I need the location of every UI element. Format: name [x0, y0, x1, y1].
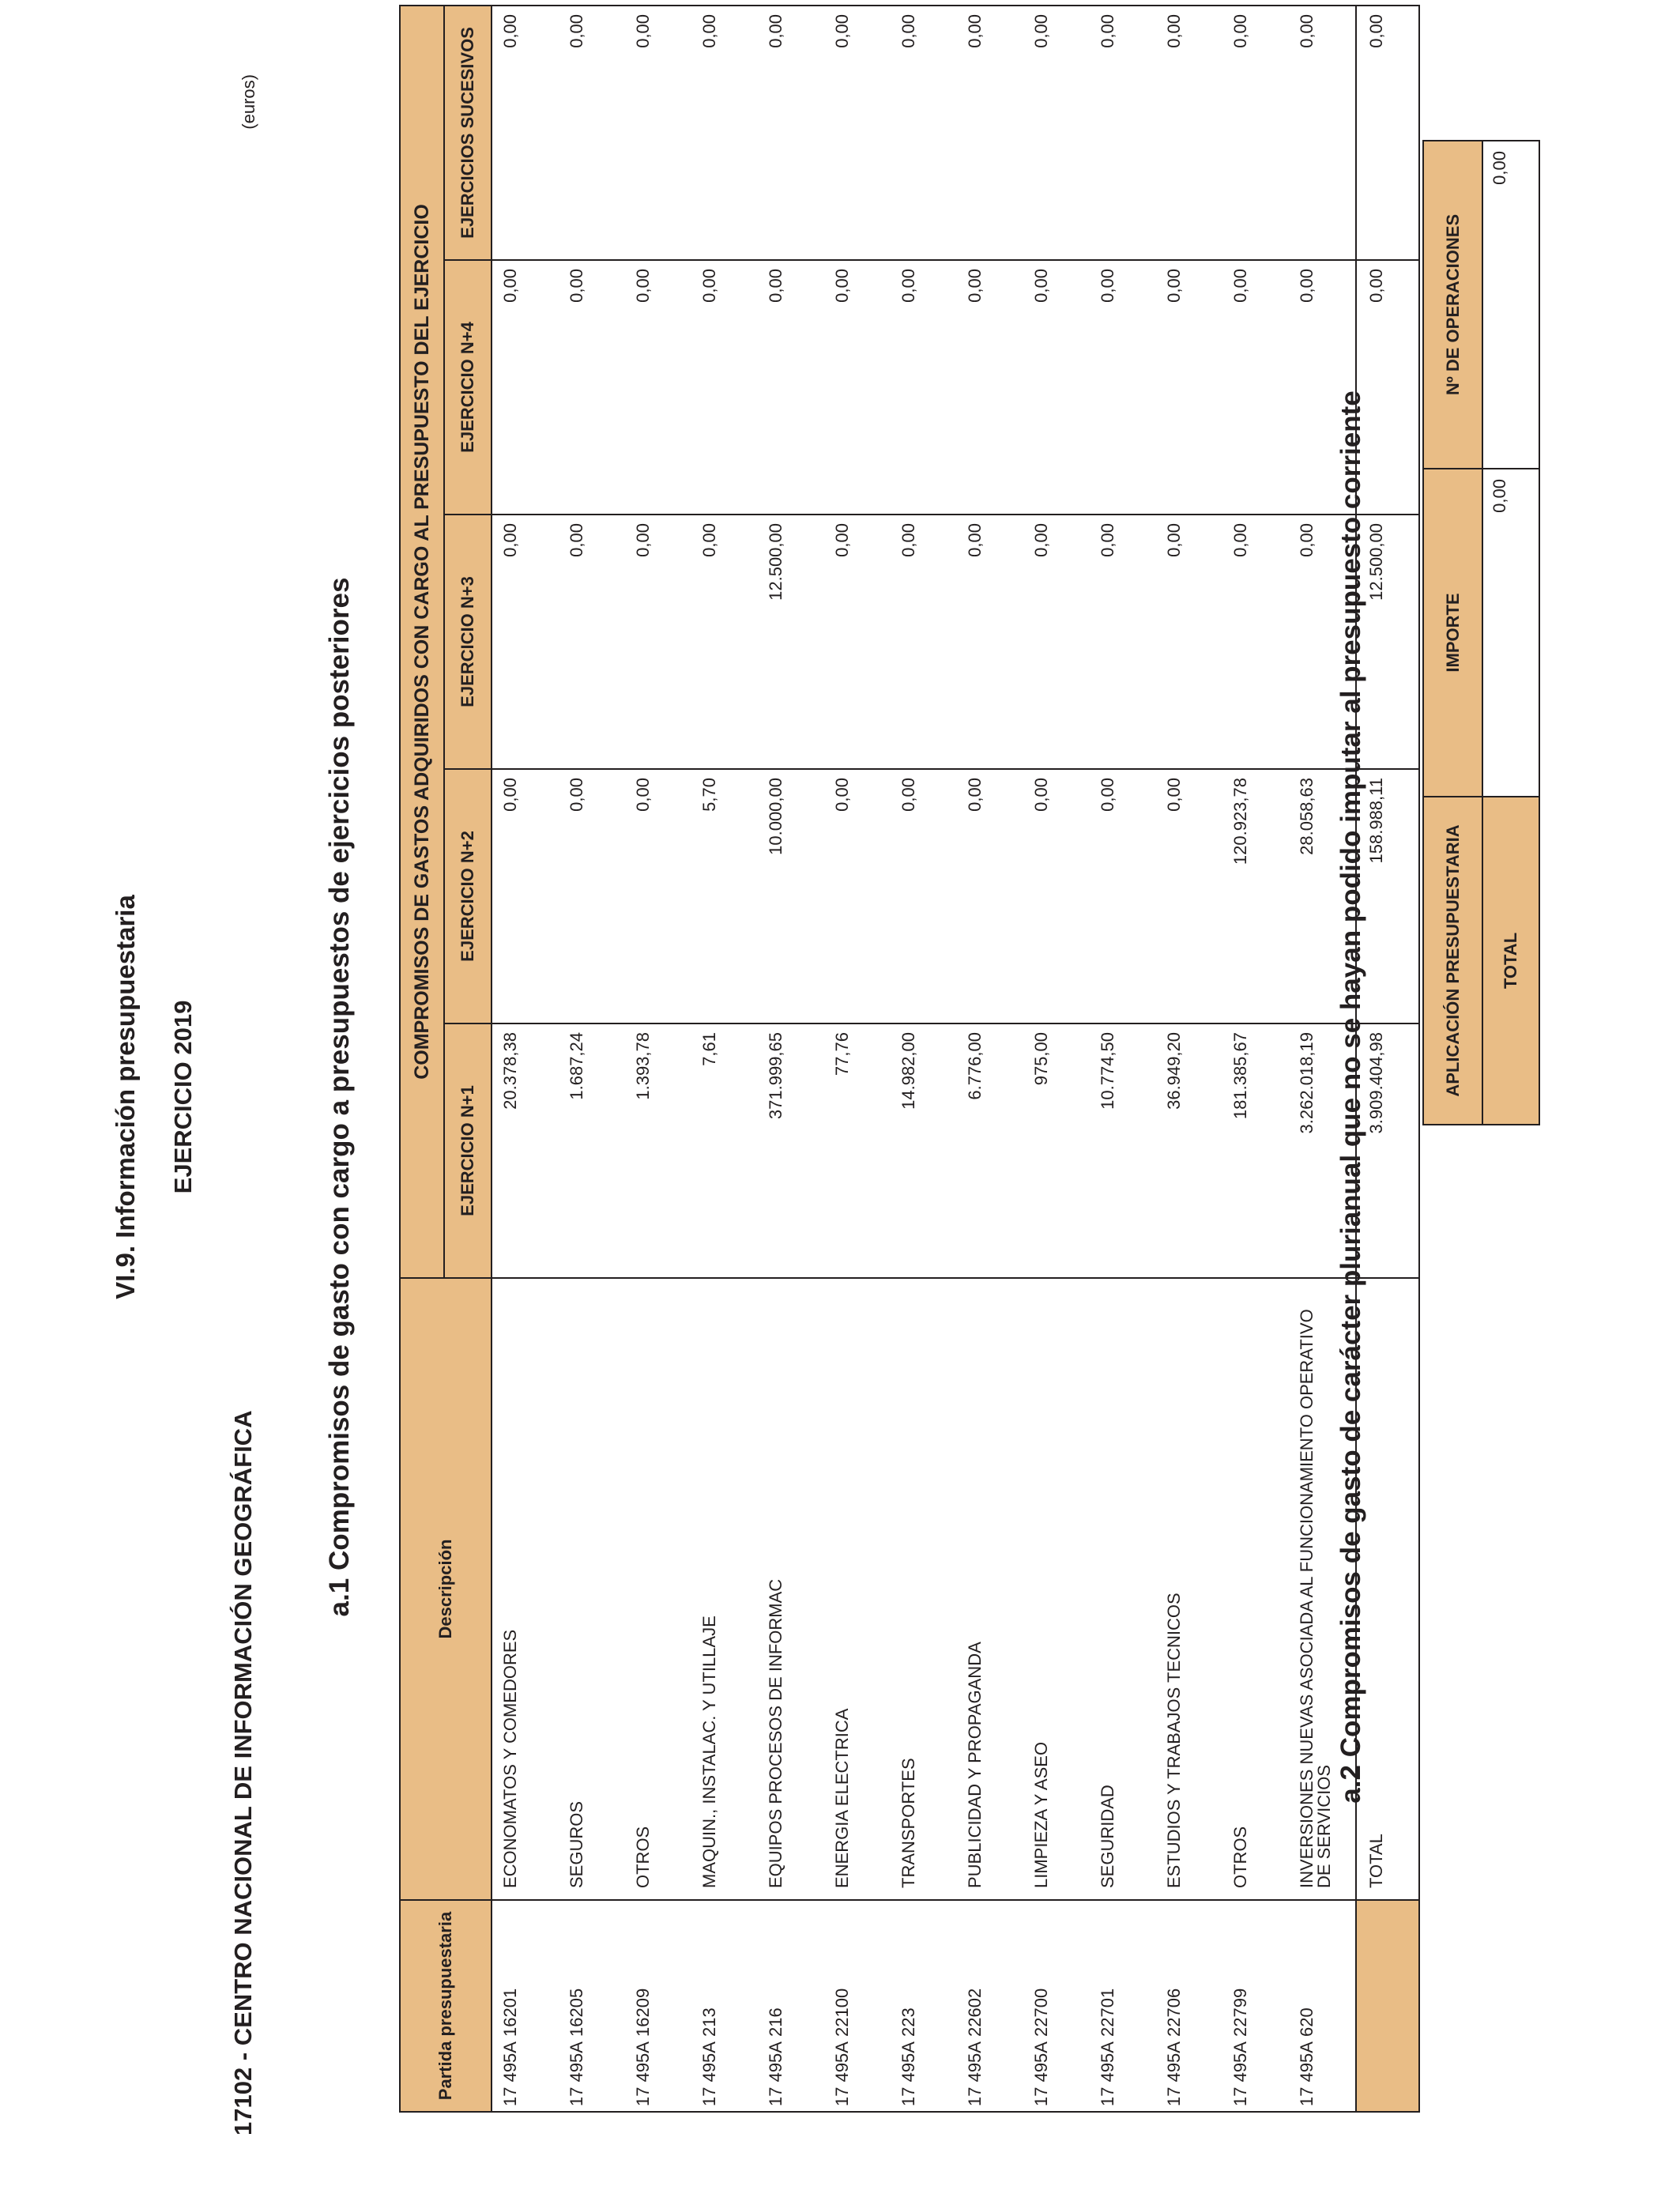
- program-code: 17 495A: [965, 2041, 985, 2106]
- n4-cell: 0,00: [758, 260, 824, 515]
- economic-code: 22700: [1031, 1988, 1051, 2037]
- description-cell: SEGURIDAD: [1090, 1278, 1156, 1900]
- n1-cell: 7,61: [691, 1023, 758, 1278]
- n4-cell: 0,00: [559, 260, 625, 515]
- commitments-table: [399, 5, 1420, 2113]
- section-a1-title: a.1 Compromisos de gasto con cargo a presupuestos de ejercicios posteriores: [324, 577, 355, 1617]
- sucesivos-cell: 0,00: [625, 6, 691, 260]
- table-group-header-row: [400, 6, 444, 2112]
- partida-cell: [1156, 1900, 1222, 2112]
- n1-cell: 36.949,20: [1156, 1023, 1222, 1278]
- partida-cell: [891, 1900, 957, 2112]
- description-cell: SEGUROS: [559, 1278, 625, 1900]
- n3-cell: 0,00: [492, 515, 559, 769]
- sucesivos-cell: 0,00: [957, 6, 1023, 260]
- page-title: VI.9. Información presupuestaria: [111, 895, 140, 1299]
- n2-cell: 0,00: [625, 769, 691, 1023]
- n1-cell: 1.687,24: [559, 1023, 625, 1278]
- sucesivos-cell: 0,00: [1023, 6, 1090, 260]
- table-row: [559, 6, 625, 2112]
- table-row: [824, 6, 891, 2112]
- program-code: 17 495A: [1297, 2041, 1317, 2106]
- column-header-operaciones: Nº DE OPERACIONES: [1423, 141, 1482, 469]
- n3-cell: 0,00: [1222, 515, 1289, 769]
- program-code: 17 495A: [766, 2041, 785, 2106]
- description-cell: PUBLICIDAD Y PROPAGANDA: [957, 1278, 1023, 1900]
- section-a2-title: a.2 Compromisos de gasto de carácter plurianual que no se hayan podido imputar al presupuesto corriente: [1335, 390, 1366, 1804]
- partida-cell: [957, 1900, 1023, 2112]
- n1-cell: 6.776,00: [957, 1023, 1023, 1278]
- sucesivos-cell: 0,00: [559, 6, 625, 260]
- n1-cell: 10.774,50: [1090, 1023, 1156, 1278]
- economic-code: 22100: [832, 1988, 852, 2037]
- column-header-partida: Partida presupuestaria: [400, 1900, 492, 2112]
- a2-total-importe: 0,00: [1482, 469, 1539, 797]
- economic-code: 22706: [1164, 1988, 1184, 2037]
- total-sucesivos: 0,00: [1356, 6, 1419, 260]
- table-row: [625, 6, 691, 2112]
- sucesivos-cell: 0,00: [758, 6, 824, 260]
- n3-cell: 0,00: [1090, 515, 1156, 769]
- n1-cell: 1.393,78: [625, 1023, 691, 1278]
- table-row: [1222, 6, 1289, 2112]
- n1-cell: 77,76: [824, 1023, 891, 1278]
- economic-code: 16205: [567, 1988, 586, 2037]
- total-n2: 158.988,11: [1356, 769, 1419, 1023]
- table-row: [1023, 6, 1090, 2112]
- program-code: 17 495A: [898, 2041, 918, 2106]
- units-label: (euros): [239, 74, 258, 130]
- n4-cell: 0,00: [625, 260, 691, 515]
- n4-cell: 0,00: [1023, 260, 1090, 515]
- n2-cell: 0,00: [559, 769, 625, 1023]
- description-cell: LIMPIEZA Y ASEO: [1023, 1278, 1090, 1900]
- column-header-importe: IMPORTE: [1423, 469, 1482, 797]
- economic-code: 213: [699, 2007, 719, 2037]
- n3-cell: 0,00: [625, 515, 691, 769]
- sucesivos-cell: 0,00: [1289, 6, 1356, 260]
- table-row: [758, 6, 824, 2112]
- program-code: 17 495A: [1098, 2041, 1117, 2106]
- total-n4: 0,00: [1356, 260, 1419, 515]
- n3-cell: 0,00: [1023, 515, 1090, 769]
- table-row: [891, 6, 957, 2112]
- a2-total-row: [1482, 141, 1539, 1125]
- economic-code: 620: [1297, 2007, 1317, 2037]
- column-header-n3: EJERCICIO N+3: [444, 515, 492, 769]
- n2-cell: 0,00: [824, 769, 891, 1023]
- total-n3: 12.500,00: [1356, 515, 1419, 769]
- total-label: TOTAL: [1356, 1278, 1419, 1900]
- partida-cell: [1222, 1900, 1289, 2112]
- partida-cell: [824, 1900, 891, 2112]
- n2-cell: 0,00: [1023, 769, 1090, 1023]
- table-row: [1156, 6, 1222, 2112]
- total-n1: 3.909.404,98: [1356, 1023, 1419, 1278]
- n4-cell: 0,00: [1289, 260, 1356, 515]
- sucesivos-cell: 0,00: [492, 6, 559, 260]
- n4-cell: 0,00: [891, 260, 957, 515]
- fiscal-year-title: EJERCICIO 2019: [169, 1000, 197, 1194]
- group-header: COMPROMISOS DE GASTOS ADQUIRIDOS CON CARGO AL PRESUPUESTO DEL EJERCICIO: [400, 6, 444, 1278]
- description-cell: EQUIPOS PROCESOS DE INFORMAC: [758, 1278, 824, 1900]
- economic-code: 22602: [965, 1988, 985, 2037]
- n3-cell: 0,00: [957, 515, 1023, 769]
- n4-cell: 0,00: [824, 260, 891, 515]
- n2-cell: 0,00: [1156, 769, 1222, 1023]
- description-cell: TRANSPORTES: [891, 1278, 957, 1900]
- description-cell: ECONOMATOS Y COMEDORES: [492, 1278, 559, 1900]
- economic-code: 216: [766, 2007, 785, 2037]
- program-code: 17 495A: [500, 2041, 520, 2106]
- n1-cell: 975,00: [1023, 1023, 1090, 1278]
- n3-cell: 0,00: [824, 515, 891, 769]
- program-code: 17 495A: [633, 2041, 653, 2106]
- description-cell: INVERSIONES NUEVAS ASOCIADA AL FUNCIONAMIENTO OPERATIVO DE SERVICIOS: [1289, 1278, 1356, 1900]
- economic-code: 22701: [1098, 1988, 1117, 2037]
- n3-cell: 0,00: [891, 515, 957, 769]
- n2-cell: 28.058,63: [1289, 769, 1356, 1023]
- n2-cell: 5,70: [691, 769, 758, 1023]
- n1-cell: 14.982,00: [891, 1023, 957, 1278]
- n3-cell: 12.500,00: [758, 515, 824, 769]
- economic-code: 22799: [1230, 1988, 1250, 2037]
- partida-cell: [492, 1900, 559, 2112]
- column-header-descripcion: Descripción: [400, 1278, 492, 1900]
- sucesivos-cell: 0,00: [1222, 6, 1289, 260]
- a2-total-operaciones: 0,00: [1482, 141, 1539, 469]
- column-header-aplicacion: APLICACIÓN PRESUPUESTARIA: [1423, 797, 1482, 1125]
- table-row: [691, 6, 758, 2112]
- n3-cell: 0,00: [1156, 515, 1222, 769]
- n2-cell: 0,00: [1090, 769, 1156, 1023]
- pluriannual-table: [1422, 140, 1540, 1125]
- a2-header-row: [1423, 141, 1482, 1125]
- n1-cell: 20.378,38: [492, 1023, 559, 1278]
- n1-cell: 3.262.018,19: [1289, 1023, 1356, 1278]
- column-header-n1: EJERCICIO N+1: [444, 1023, 492, 1278]
- n2-cell: 120.923,78: [1222, 769, 1289, 1023]
- program-code: 17 495A: [1031, 2041, 1051, 2106]
- economic-code: 16201: [500, 1988, 520, 2037]
- n4-cell: 0,00: [492, 260, 559, 515]
- sucesivos-cell: 0,00: [1090, 6, 1156, 260]
- partida-cell: [559, 1900, 625, 2112]
- program-code: 17 495A: [1230, 2041, 1250, 2106]
- description-cell: MAQUIN., INSTALAC. Y UTILLAJE: [691, 1278, 758, 1900]
- partida-cell: [625, 1900, 691, 2112]
- description-cell: OTROS: [1222, 1278, 1289, 1900]
- sucesivos-cell: 0,00: [891, 6, 957, 260]
- economic-code: 16209: [633, 1988, 653, 2037]
- n3-cell: 0,00: [691, 515, 758, 769]
- program-code: 17 495A: [1164, 2041, 1184, 2106]
- n2-cell: 0,00: [891, 769, 957, 1023]
- a2-total-label: TOTAL: [1482, 797, 1539, 1125]
- description-cell: OTROS: [625, 1278, 691, 1900]
- n4-cell: 0,00: [957, 260, 1023, 515]
- table-row: [492, 6, 559, 2112]
- economic-code: 223: [898, 2007, 918, 2037]
- program-code: 17 495A: [699, 2041, 719, 2106]
- program-code: 17 495A: [567, 2041, 586, 2106]
- program-code: 17 495A: [832, 2041, 852, 2106]
- partida-cell: [758, 1900, 824, 2112]
- partida-cell: [691, 1900, 758, 2112]
- n4-cell: 0,00: [691, 260, 758, 515]
- column-header-n4: EJERCICIO N+4: [444, 260, 492, 515]
- n3-cell: 0,00: [1289, 515, 1356, 769]
- description-cell: ENERGIA ELECTRICA: [824, 1278, 891, 1900]
- n2-cell: 0,00: [957, 769, 1023, 1023]
- n1-cell: 181.385,67: [1222, 1023, 1289, 1278]
- table-row: [1090, 6, 1156, 2112]
- n3-cell: 0,00: [559, 515, 625, 769]
- description-cell: ESTUDIOS Y TRABAJOS TECNICOS: [1156, 1278, 1222, 1900]
- n2-cell: 10.000,00: [758, 769, 824, 1023]
- n2-cell: 0,00: [492, 769, 559, 1023]
- partida-cell: [1090, 1900, 1156, 2112]
- n4-cell: 0,00: [1156, 260, 1222, 515]
- table-row: [957, 6, 1023, 2112]
- sucesivos-cell: 0,00: [824, 6, 891, 260]
- sucesivos-cell: 0,00: [1156, 6, 1222, 260]
- n4-cell: 0,00: [1222, 260, 1289, 515]
- n1-cell: 371.999,65: [758, 1023, 824, 1278]
- partida-cell: [1023, 1900, 1090, 2112]
- column-header-sucesivos: EJERCICIOS SUCESIVOS: [444, 6, 492, 260]
- sucesivos-cell: 0,00: [691, 6, 758, 260]
- column-header-n2: EJERCICIO N+2: [444, 769, 492, 1023]
- n4-cell: 0,00: [1090, 260, 1156, 515]
- organization-title: 17102 - CENTRO NACIONAL DE INFORMACIÓN GEOGRÁFICA: [229, 1410, 257, 2136]
